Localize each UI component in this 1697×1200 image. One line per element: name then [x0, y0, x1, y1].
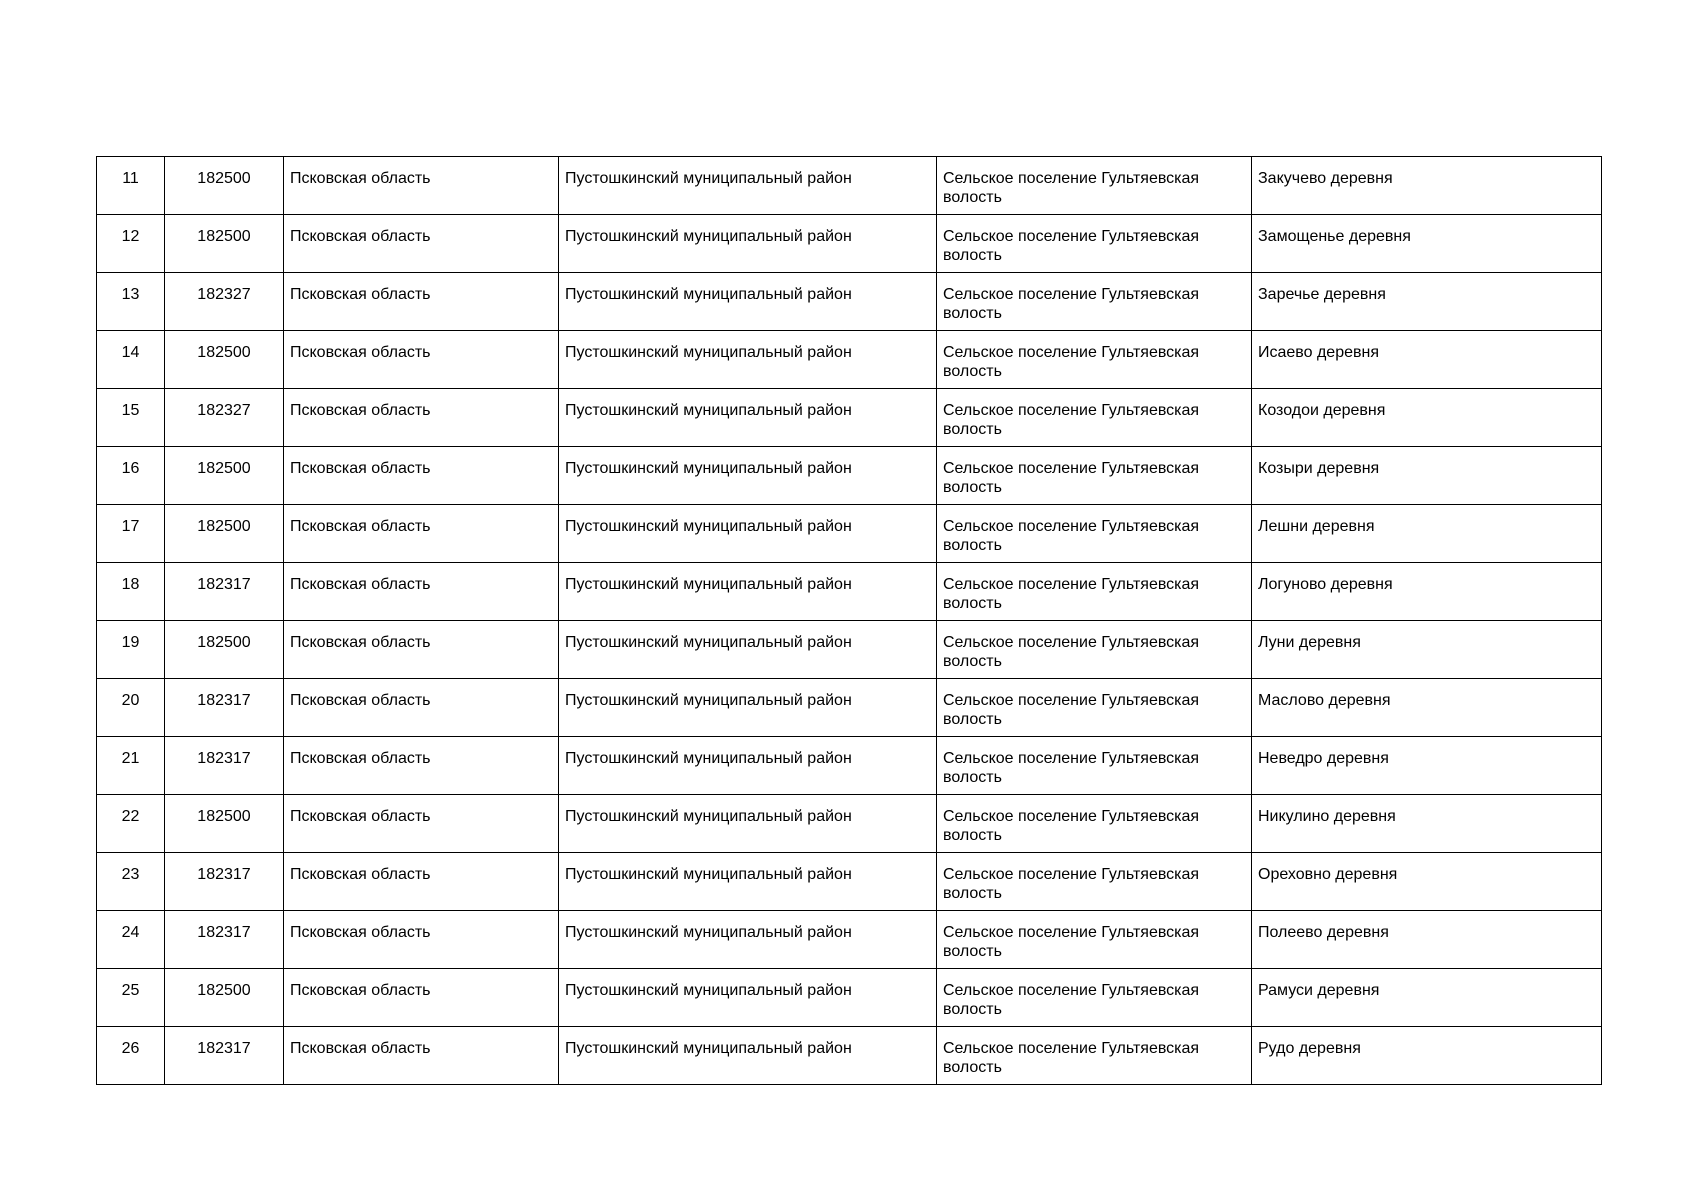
- table-row: [97, 447, 1602, 505]
- cell-number: 14: [97, 331, 165, 389]
- cell-region: Псковская область: [284, 157, 559, 215]
- cell-postal-index: 182317: [165, 679, 284, 737]
- cell-number: 25: [97, 969, 165, 1027]
- cell-district: Пустошкинский муниципальный район: [559, 157, 937, 215]
- cell-settlement: Сельское поселение Гультяевская волость: [937, 563, 1252, 621]
- cell-postal-index: 182317: [165, 853, 284, 911]
- cell-settlement: Сельское поселение Гультяевская волость: [937, 505, 1252, 563]
- cell-postal-index: 182317: [165, 1027, 284, 1085]
- cell-district: Пустошкинский муниципальный район: [559, 331, 937, 389]
- cell-locality: Лешни деревня: [1252, 505, 1602, 563]
- cell-region: Псковская область: [284, 563, 559, 621]
- cell-settlement: Сельское поселение Гультяевская волость: [937, 621, 1252, 679]
- cell-postal-index: 182500: [165, 969, 284, 1027]
- cell-region: Псковская область: [284, 795, 559, 853]
- cell-locality: Маслово деревня: [1252, 679, 1602, 737]
- cell-number: 15: [97, 389, 165, 447]
- cell-number: 16: [97, 447, 165, 505]
- cell-district: Пустошкинский муниципальный район: [559, 447, 937, 505]
- cell-region: Псковская область: [284, 215, 559, 273]
- cell-locality: Рамуси деревня: [1252, 969, 1602, 1027]
- table-row: [97, 679, 1602, 737]
- cell-number: 20: [97, 679, 165, 737]
- locality-table: [96, 156, 1602, 1085]
- table-body: [97, 157, 1602, 1085]
- cell-postal-index: 182500: [165, 331, 284, 389]
- cell-region: Псковская область: [284, 447, 559, 505]
- cell-number: 22: [97, 795, 165, 853]
- cell-region: Псковская область: [284, 737, 559, 795]
- table-row: [97, 621, 1602, 679]
- table-row: [97, 157, 1602, 215]
- table-row: [97, 853, 1602, 911]
- cell-locality: Логуново деревня: [1252, 563, 1602, 621]
- cell-locality: Заречье деревня: [1252, 273, 1602, 331]
- cell-region: Псковская область: [284, 911, 559, 969]
- table-row: [97, 737, 1602, 795]
- table-row: [97, 331, 1602, 389]
- cell-settlement: Сельское поселение Гультяевская волость: [937, 1027, 1252, 1085]
- cell-region: Псковская область: [284, 621, 559, 679]
- cell-postal-index: 182317: [165, 737, 284, 795]
- table-row: [97, 969, 1602, 1027]
- cell-settlement: Сельское поселение Гультяевская волость: [937, 795, 1252, 853]
- cell-settlement: Сельское поселение Гультяевская волость: [937, 273, 1252, 331]
- cell-settlement: Сельское поселение Гультяевская волость: [937, 447, 1252, 505]
- cell-region: Псковская область: [284, 969, 559, 1027]
- cell-region: Псковская область: [284, 505, 559, 563]
- cell-locality: Рудо деревня: [1252, 1027, 1602, 1085]
- cell-number: 18: [97, 563, 165, 621]
- cell-number: 26: [97, 1027, 165, 1085]
- cell-settlement: Сельское поселение Гультяевская волость: [937, 853, 1252, 911]
- table-row: [97, 273, 1602, 331]
- cell-district: Пустошкинский муниципальный район: [559, 621, 937, 679]
- cell-number: 17: [97, 505, 165, 563]
- cell-settlement: Сельское поселение Гультяевская волость: [937, 969, 1252, 1027]
- cell-postal-index: 182500: [165, 157, 284, 215]
- cell-region: Псковская область: [284, 679, 559, 737]
- cell-district: Пустошкинский муниципальный район: [559, 795, 937, 853]
- cell-postal-index: 182317: [165, 911, 284, 969]
- table-row: [97, 1027, 1602, 1085]
- cell-number: 12: [97, 215, 165, 273]
- cell-settlement: Сельское поселение Гультяевская волость: [937, 737, 1252, 795]
- cell-region: Псковская область: [284, 273, 559, 331]
- cell-number: 13: [97, 273, 165, 331]
- table-row: [97, 505, 1602, 563]
- cell-number: 11: [97, 157, 165, 215]
- cell-postal-index: 182317: [165, 563, 284, 621]
- cell-region: Псковская область: [284, 1027, 559, 1085]
- cell-locality: Луни деревня: [1252, 621, 1602, 679]
- cell-district: Пустошкинский муниципальный район: [559, 273, 937, 331]
- cell-postal-index: 182327: [165, 389, 284, 447]
- cell-settlement: Сельское поселение Гультяевская волость: [937, 215, 1252, 273]
- cell-number: 23: [97, 853, 165, 911]
- cell-postal-index: 182500: [165, 215, 284, 273]
- cell-number: 24: [97, 911, 165, 969]
- cell-locality: Никулино деревня: [1252, 795, 1602, 853]
- cell-district: Пустошкинский муниципальный район: [559, 911, 937, 969]
- cell-region: Псковская область: [284, 853, 559, 911]
- table-row: [97, 795, 1602, 853]
- cell-locality: Козыри деревня: [1252, 447, 1602, 505]
- cell-district: Пустошкинский муниципальный район: [559, 215, 937, 273]
- cell-district: Пустошкинский муниципальный район: [559, 969, 937, 1027]
- cell-district: Пустошкинский муниципальный район: [559, 389, 937, 447]
- cell-settlement: Сельское поселение Гультяевская волость: [937, 679, 1252, 737]
- table-row: [97, 563, 1602, 621]
- cell-district: Пустошкинский муниципальный район: [559, 505, 937, 563]
- cell-locality: Ореховно деревня: [1252, 853, 1602, 911]
- cell-postal-index: 182500: [165, 505, 284, 563]
- cell-district: Пустошкинский муниципальный район: [559, 737, 937, 795]
- cell-postal-index: 182500: [165, 621, 284, 679]
- cell-locality: Исаево деревня: [1252, 331, 1602, 389]
- cell-locality: Полеево деревня: [1252, 911, 1602, 969]
- table-row: [97, 215, 1602, 273]
- cell-locality: Неведро деревня: [1252, 737, 1602, 795]
- cell-settlement: Сельское поселение Гультяевская волость: [937, 157, 1252, 215]
- cell-district: Пустошкинский муниципальный район: [559, 1027, 937, 1085]
- cell-district: Пустошкинский муниципальный район: [559, 679, 937, 737]
- cell-number: 21: [97, 737, 165, 795]
- cell-region: Псковская область: [284, 331, 559, 389]
- cell-district: Пустошкинский муниципальный район: [559, 853, 937, 911]
- cell-settlement: Сельское поселение Гультяевская волость: [937, 331, 1252, 389]
- cell-locality: Закучево деревня: [1252, 157, 1602, 215]
- table-row: [97, 389, 1602, 447]
- cell-postal-index: 182327: [165, 273, 284, 331]
- cell-region: Псковская область: [284, 389, 559, 447]
- cell-postal-index: 182500: [165, 447, 284, 505]
- cell-locality: Козодои деревня: [1252, 389, 1602, 447]
- cell-settlement: Сельское поселение Гультяевская волость: [937, 911, 1252, 969]
- cell-postal-index: 182500: [165, 795, 284, 853]
- cell-settlement: Сельское поселение Гультяевская волость: [937, 389, 1252, 447]
- cell-locality: Замощенье деревня: [1252, 215, 1602, 273]
- table-row: [97, 911, 1602, 969]
- cell-number: 19: [97, 621, 165, 679]
- cell-district: Пустошкинский муниципальный район: [559, 563, 937, 621]
